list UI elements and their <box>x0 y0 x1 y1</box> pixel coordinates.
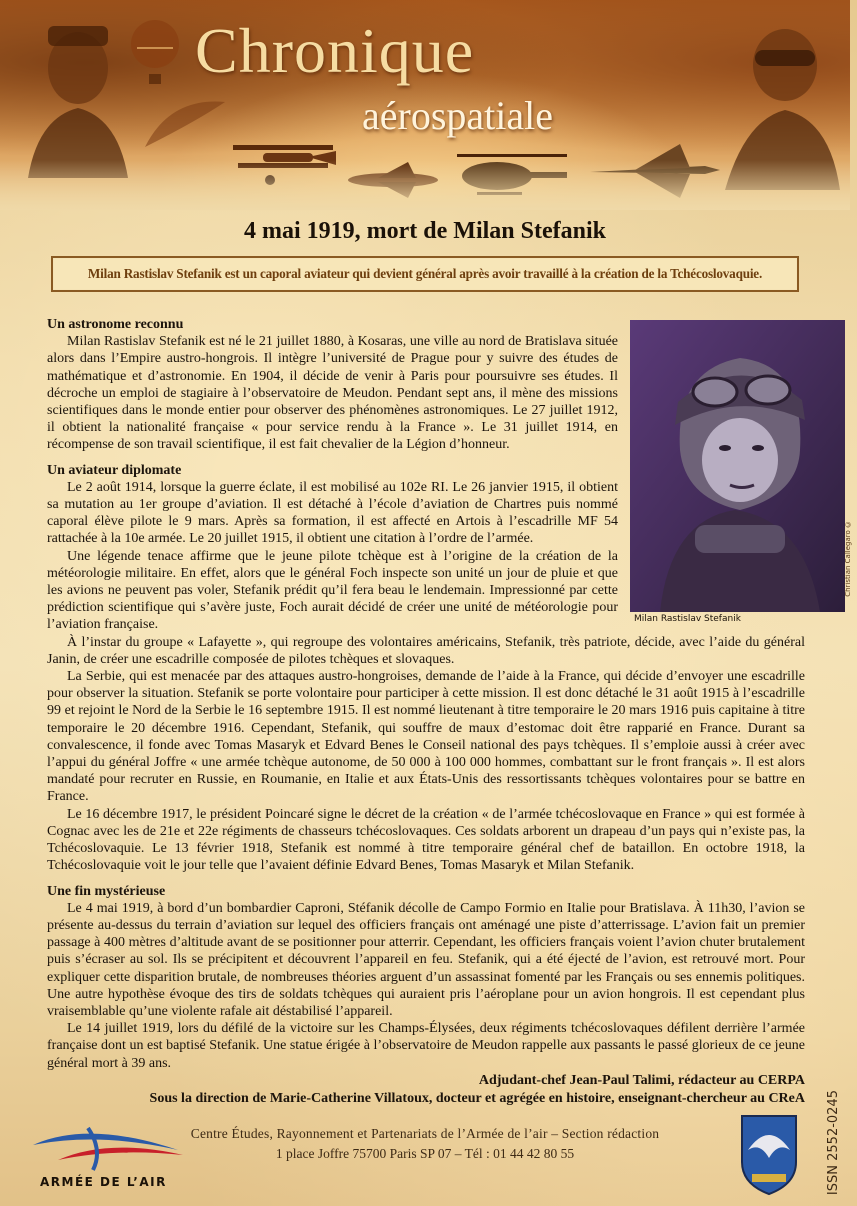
jet-fighter-icon <box>585 140 725 202</box>
portrait-credit: Christian Callegaro © <box>843 520 852 597</box>
portrait-aviator-image <box>630 320 845 612</box>
supervisor-line: Sous la direction de Marie-Catherine Villatoux, docteur et agrégée en histoire, enseignant-chercheur au CReA <box>149 1091 805 1106</box>
paragraph: Milan Rastislav Stefanik est né le 21 juillet 1880, à Kosaras, une ville au nord de Bratislava située alors dans l’Empire austro-hongrois. Il intègre l’université de Prague pour y suivre des études de mathématique et d’astronomie. En 1904, il décide de venir à Paris pour poursuivre ses études. Il décroche un emploi de stagiaire à l’observatoire de Meudon. Pendant sept ans, il mène des missions scientifiques dans le monde entier pour observer des phénomènes astronomiques. Le 27 juillet 1912, il obtient la nationalité française « pour service rendu à la France ». Le 31 juillet 1914, en récompense de son travail scientifique, il est fait chevalier de la Légion d’honneur. <box>47 334 618 453</box>
author-line: Adjudant-chef Jean-Paul Talimi, rédacteur au CERPA <box>478 1073 805 1088</box>
portrait-caption: Milan Rastislav Stefanik <box>634 613 741 624</box>
paragraph: À l’instar du groupe « Lafayette », qui regroupe des volontaires américains, Stefanik, très patriote, décide, avec l’aide du général Janin, de créer une escadrille composée de pilotes tchèques et slovaques. <box>47 634 805 667</box>
paragraph: Le 2 août 1914, lorsque la guerre éclate, il est mobilisé au 102e RI. Le 26 janvier 1915, il obtient sa mutation au 1er groupe d’aviation. Il est détaché à l’école d’aviation de Chartres puis nommé caporal élève pilote le 9 mars. Après sa formation, il est affecté en Artois à l’escadrille MF 54 rattachée à la 10e armée. Le 20 juillet 1915, il obtient une citation à l’ordre de l’armée. <box>47 479 618 547</box>
biplane-icon <box>228 135 338 190</box>
footer-organization: Centre Études, Rayonnement et Partenariats de l’Armée de l’air – Section rédaction <box>190 1126 660 1141</box>
article-lead: Milan Rastislav Stefanik est un caporal aviateur qui devient général après avoir travaillé à la création de la Tchécoslovaquie. <box>51 256 799 292</box>
portrait-figure <box>630 320 852 624</box>
issn-number: ISSN 2552-0245 <box>826 1090 841 1196</box>
eagle-insignia-icon <box>738 1112 800 1196</box>
section-heading: Un aviateur diplomate <box>47 462 182 478</box>
section-heading: Un astronome reconnu <box>47 317 184 332</box>
officer-portrait-icon <box>18 8 138 178</box>
page-brand-subtitle: aérospatiale <box>362 93 553 138</box>
balloon-icon <box>125 14 185 94</box>
logo-wordmark: ARMÉE DE L’AIR <box>40 1175 167 1189</box>
paragraph: Le 14 juillet 1919, lors du défilé de la victoire sur les Champs-Élysées, deux régiments tchécoslovaques défilent derrière l’armée française dont un est baptisé Stefanik. Une statue érigée à l’observatoire de Meudon rappelle aux passants le passé glorieux de ce jeune général mort à 39 ans. <box>47 1021 805 1071</box>
propeller-plane-icon <box>338 160 448 200</box>
paragraph: Une légende tenace affirme que le jeune pilote tchèque est à l’origine de la création de la météorologie militaire. En effet, alors que le général Foch inspecte son unité un jour de pluie et que les avions ne peuvent pas voler, Stefanik prédit qu’il fera beau le lendemain. Impressionné par cette prédiction scientifique qui s’avère juste, Foch aurait décidé de créer une unité de météorologie pour l’aviation française. <box>47 548 618 633</box>
header-banner <box>0 0 850 210</box>
footer-address: 1 place Joffre 75700 Paris SP 07 – Tél : 01 44 42 80 55 <box>275 1146 575 1161</box>
pilot-portrait-icon <box>715 10 845 190</box>
author-signature <box>150 1072 805 1108</box>
section-heading: Une fin mystérieuse <box>47 883 166 899</box>
page-brand-title: Chronique <box>195 15 475 86</box>
helicopter-icon <box>452 148 572 200</box>
article-body <box>47 316 852 1072</box>
article-title: 4 mai 1919, mort de Milan Stefanik <box>244 218 606 244</box>
paragraph: La Serbie, qui est menacée par des attaques austro-hongroises, demande de l’aide à la France, qui décide d’envoyer une escadrille pour observer la situation. Stefanik se porte volontaire pour participer à cette mission. Il est donc détaché le 31 août 1915 à l’escadrille 99 et rejoint le Nord de la Serbie le 16 septembre 1915. Il est nommé lieutenant à titre temporaire le 20 mars 1916 puis capitaine à titre temporaire le 20 décembre 1916. Cependant, Stefanik, qui souffre de maux d’estomac doit être rapparié en France. Durant sa convalescence, il fonde avec Tomas Masaryk et Edvard Benes le Conseil national des pays tchèques. Il s’emploie aussi à créer avec l’appui du général Joffre « une armée tchèque autonome, de 50 000 à 100 000 hommes, combattant sur le front français ». Il est alors mandaté pour recruter en Russie, en Roumanie, en Italie et aux États-Unis des ressortissants tchèques volontaires pour se battre en France. <box>47 669 805 805</box>
paragraph: Le 16 décembre 1917, le président Poincaré signe le décret de la création « de l’armée tchécoslovaque en France » qui est formée à Cognac avec les de 21e et 22e régiments de chasseurs tchécoslovaques. Ces soldats arborent un drapeau d’un pays qui n’existe pas, la Tchécoslovaquie. Le 13 février 1918, Stefanik est nommé à titre temporaire général chef de bataillon. En octobre 1918, la Tchécoslovaquie voit le jour telle que l’avaient définie Edvard Benes, Tomas Masaryk et Milan Stefanik. <box>47 806 805 874</box>
wing-machine-icon <box>140 92 230 152</box>
paragraph: Le 4 mai 1919, à bord d’un bombardier Caproni, Stéfanik décolle de Campo Formio en Italie pour Bratislava. À 11h30, l’avion se présente au-dessus du terrain d’aviation sur lequel des officiers français ont aménagé une piste d’atterrissage. L’avion fait un premier passage à 400 mètres d’altitude avant de se positionner pour atterrir. Cependant, les officiers français voient l’avion chuter brutalement puis s’écraser au sol. Ils se précipitent et découvrent l’appareil en feu. Stefanik, qui a été éjecté de l’avion, est retrouvé mort. Pour expliquer cette disparition brutale, de nombreuses théories arguent d’un assassinat fomenté par les Français ou ses ennemis politiques. Une autre hypothèse évoque des tirs de soldats tchèques qui auraient pris l’aéroplane pour un avion hongrois. Il est cependant plus vraisemblable qu’une violente rafale ait déstabilisé l’appareil. <box>47 900 805 1019</box>
